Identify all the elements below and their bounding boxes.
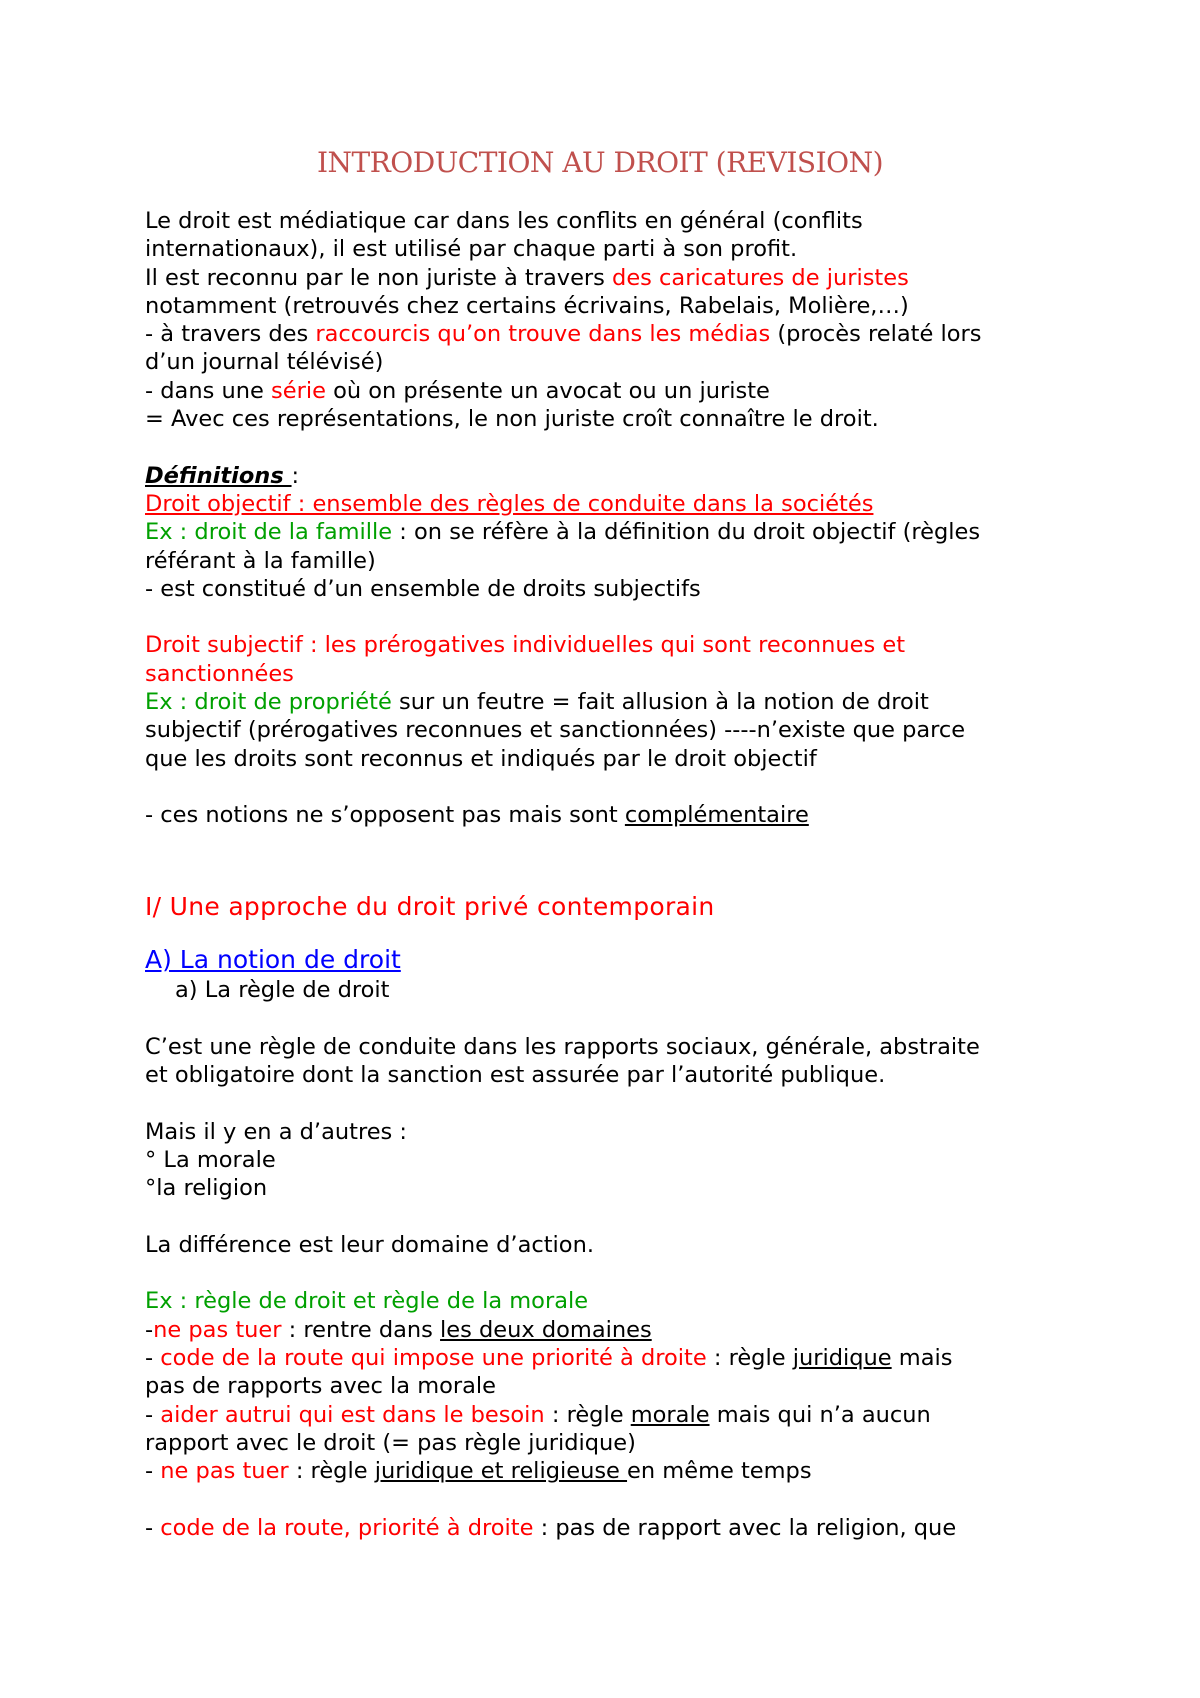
paragraph-line: Mais il y en a d’autres : <box>145 1118 408 1145</box>
sub-subsection-heading: a) La règle de droit <box>175 977 390 1004</box>
list-item <box>145 1344 1075 1372</box>
text: - <box>145 1401 161 1428</box>
page-title: INTRODUCTION AU DROIT (REVISION) <box>316 146 884 179</box>
subjective-law-definition: Droit subjectif : les prérogatives individuelles qui sont reconnues et <box>145 632 906 659</box>
paragraph-line <box>145 320 1075 348</box>
text: - <box>145 1344 161 1371</box>
text: - à travers des <box>145 321 316 348</box>
paragraph-line <box>145 716 1075 744</box>
example-heading: Ex : règle de droit et règle de la morale <box>145 1288 589 1315</box>
paragraph-line <box>145 235 1075 263</box>
text: : règle <box>544 1401 631 1428</box>
text: notamment (retrouvés chez certains écrivains, Rabelais, Molière,…) <box>145 292 909 319</box>
example-text: Ex : droit de propriété <box>145 689 392 716</box>
underlined-text: complémentaire <box>624 802 809 829</box>
blank-line <box>145 603 1075 631</box>
text: mais <box>891 1344 953 1371</box>
blank-line <box>145 1004 1075 1032</box>
text: Le droit est médiatique car dans les conflits en général (conflits <box>145 208 863 234</box>
blank-line <box>145 1485 1075 1513</box>
underlined-text: les deux domaines <box>440 1316 652 1343</box>
text: = Avec ces représentations, le non juriste croît connaître le droit. <box>145 406 879 433</box>
text: Il est reconnu par le non juriste à travers <box>145 264 613 291</box>
text: : règle <box>706 1344 793 1371</box>
text: : règle <box>288 1458 375 1485</box>
paragraph-line <box>145 688 1075 716</box>
paragraph-line <box>145 348 1075 376</box>
text: où on présente un avocat ou un juriste <box>325 377 770 404</box>
blank-line <box>145 433 1075 461</box>
text: - <box>145 1458 161 1485</box>
blank-line <box>145 1089 1075 1117</box>
section-heading: I/ Une approche du droit privé contemporain <box>145 892 715 922</box>
highlight-text: série <box>271 377 326 404</box>
paragraph-line <box>145 405 1075 433</box>
paragraph-line: pas de rapports avec la morale <box>145 1373 497 1400</box>
paragraph-line: La différence est leur domaine d’action. <box>145 1231 594 1258</box>
subjective-law-definition: sanctionnées <box>145 660 294 687</box>
paragraph-line: C’est une règle de conduite dans les rapports sociaux, générale, abstraite <box>145 1033 980 1060</box>
highlight-text: aider autrui qui est dans le besoin <box>160 1401 545 1428</box>
paragraph-line <box>145 547 1075 575</box>
paragraph-line <box>145 745 1075 773</box>
highlight-text: ne pas tuer <box>153 1316 282 1343</box>
text: que les droits sont reconnus et indiqués par le droit objectif <box>145 745 817 772</box>
blank-line <box>145 830 1075 858</box>
text: internationaux), il est utilisé par chaque parti à son profit. <box>145 236 798 263</box>
text: sur un feutre = fait allusion à la notion de droit <box>391 689 929 716</box>
objective-law-definition: Droit objectif : ensemble des règles de conduite dans la sociétés <box>145 490 874 517</box>
text: d’un journal télévisé) <box>145 349 384 376</box>
blank-line <box>145 773 1075 801</box>
underlined-text: juridique <box>792 1344 892 1371</box>
text: - <box>145 1514 161 1541</box>
paragraph-line <box>145 292 1075 320</box>
text: référant à la famille) <box>145 547 376 574</box>
list-item <box>145 1316 1075 1344</box>
paragraph-line <box>145 207 1075 235</box>
text: - ces notions ne s’opposent pas mais sont <box>145 802 625 829</box>
blank-line <box>145 858 1075 886</box>
highlight-text: code de la route, priorité à droite <box>160 1514 534 1541</box>
text: - dans une <box>145 377 271 404</box>
underlined-text: morale <box>630 1401 710 1428</box>
definitions-label: Définitions <box>145 462 292 489</box>
paragraph-line <box>145 575 1075 603</box>
definitions-heading <box>145 462 1075 490</box>
highlight-text: ne pas tuer <box>160 1458 289 1485</box>
text: : on se réfère à la définition du droit objectif (règles <box>392 519 981 546</box>
text: : rentre dans <box>281 1316 441 1343</box>
paragraph-line <box>145 801 1075 829</box>
text: en même temps <box>627 1458 812 1485</box>
paragraph-line <box>145 518 1075 546</box>
text: subjectif (prérogatives reconnues et sanctionnées) ----n’existe que parce <box>145 717 966 744</box>
highlight-text: raccourcis qu’on trouve dans les médias <box>315 321 771 348</box>
highlight-text: des caricatures de juristes <box>612 264 909 291</box>
list-item <box>145 1514 1075 1542</box>
paragraph-line: et obligatoire dont la sanction est assurée par l’autorité publique. <box>145 1062 886 1089</box>
list-item <box>145 1401 1075 1429</box>
text: mais qui n’a aucun <box>709 1401 931 1428</box>
subsection-heading: A) La notion de droit <box>145 945 401 975</box>
list-item: °la religion <box>145 1175 268 1202</box>
underlined-text: juridique et religieuse <box>374 1458 628 1485</box>
blank-line <box>145 928 1075 944</box>
text: (procès relaté lors <box>770 321 982 348</box>
blank-line <box>145 1259 1075 1287</box>
text: : <box>291 462 300 489</box>
paragraph-line: rapport avec le droit (= pas règle juridique) <box>145 1429 636 1456</box>
text: - <box>145 1316 154 1343</box>
paragraph-line <box>145 377 1075 405</box>
text: : pas de rapport avec la religion, que <box>533 1514 957 1541</box>
list-item <box>145 1457 1075 1485</box>
example-text: Ex : droit de la famille <box>145 519 393 546</box>
document-body <box>145 207 1075 1542</box>
blank-line <box>145 1203 1075 1231</box>
paragraph-line <box>145 264 1075 292</box>
list-item: ° La morale <box>145 1146 276 1173</box>
highlight-text: code de la route qui impose une priorité à droite <box>160 1344 707 1371</box>
text: - est constitué d’un ensemble de droits subjectifs <box>145 575 701 602</box>
